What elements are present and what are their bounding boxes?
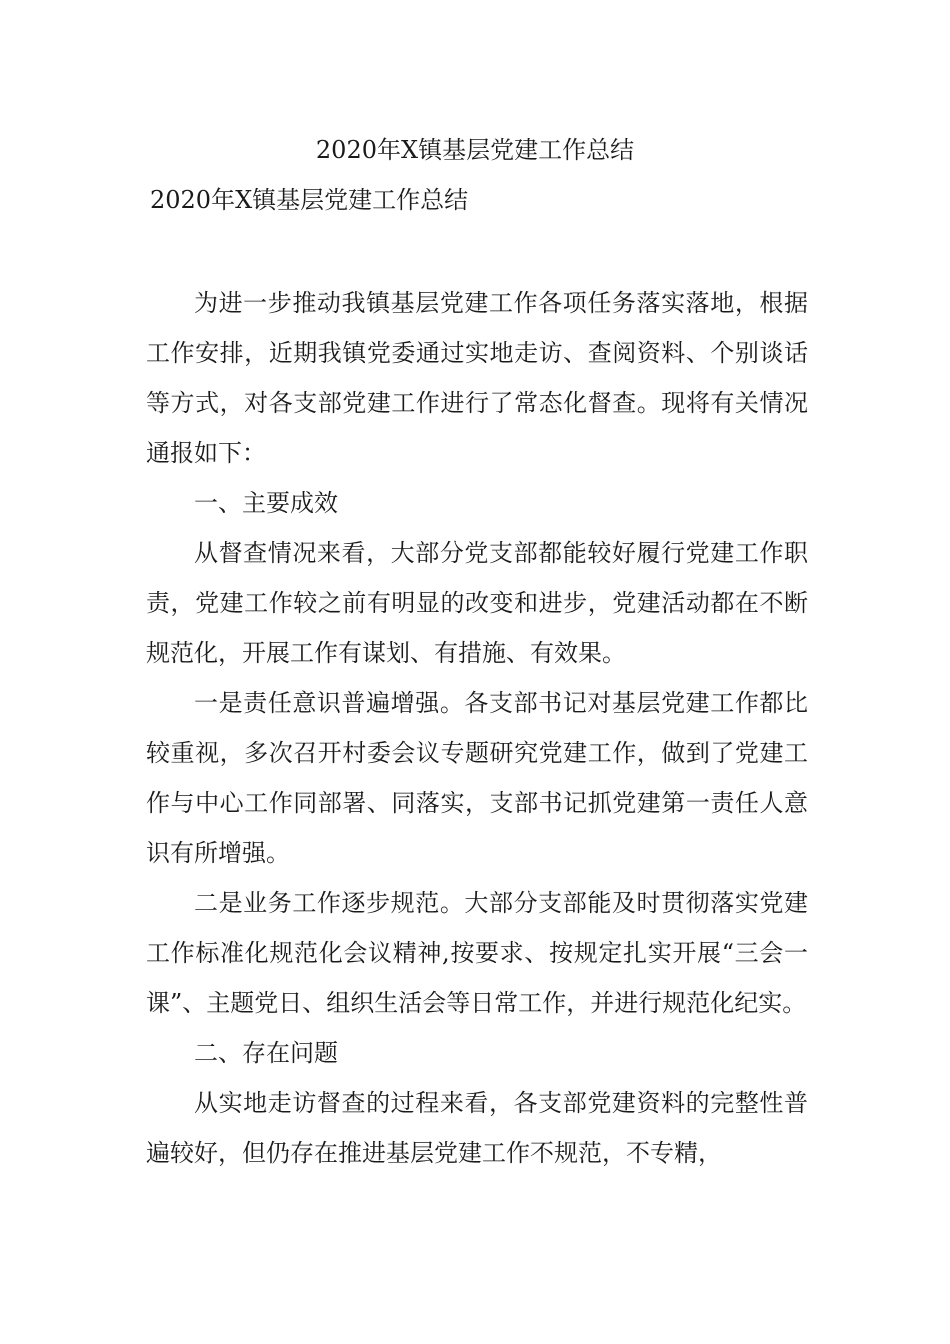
section-heading-problems: 二、存在问题	[194, 1039, 338, 1067]
document-body	[146, 278, 808, 1178]
point-one-paragraph: 一是责任意识普遍增强。各支部书记对基层党建工作都比较重视，多次召开村委会议专题研究党建工作，做到了党建工作与中心工作同部署、同落实，支部书记抓党建第一责任人意识有所增强。	[146, 689, 808, 867]
achievements-paragraph: 从督查情况来看，大部分党支部都能较好履行党建工作职责，党建工作较之前有明显的改变和进步，党建活动都在不断规范化，开展工作有谋划、有措施、有效果。	[146, 539, 808, 667]
intro-paragraph: 为进一步推动我镇基层党建工作各项任务落实落地，根据工作安排，近期我镇党委通过实地走访、查阅资料、个别谈话等方式，对各支部党建工作进行了常态化督查。现将有关情况通报如下：	[146, 289, 808, 467]
point-two-paragraph: 二是业务工作逐步规范。大部分支部能及时贯彻落实党建工作标准化规范化会议精神,按要求、按规定扎实开展“三会一课”、主题党日、组织生活会等日常工作，并进行规范化纪实。	[146, 889, 808, 1017]
document-subtitle: 2020年X镇基层党建工作总结	[150, 186, 469, 214]
section-heading-achievements: 一、主要成效	[194, 489, 338, 517]
problems-paragraph: 从实地走访督查的过程来看，各支部党建资料的完整性普遍较好，但仍存在推进基层党建工作不规范，不专精，	[146, 1089, 808, 1167]
document-title: 2020年X镇基层党建工作总结	[315, 136, 635, 164]
